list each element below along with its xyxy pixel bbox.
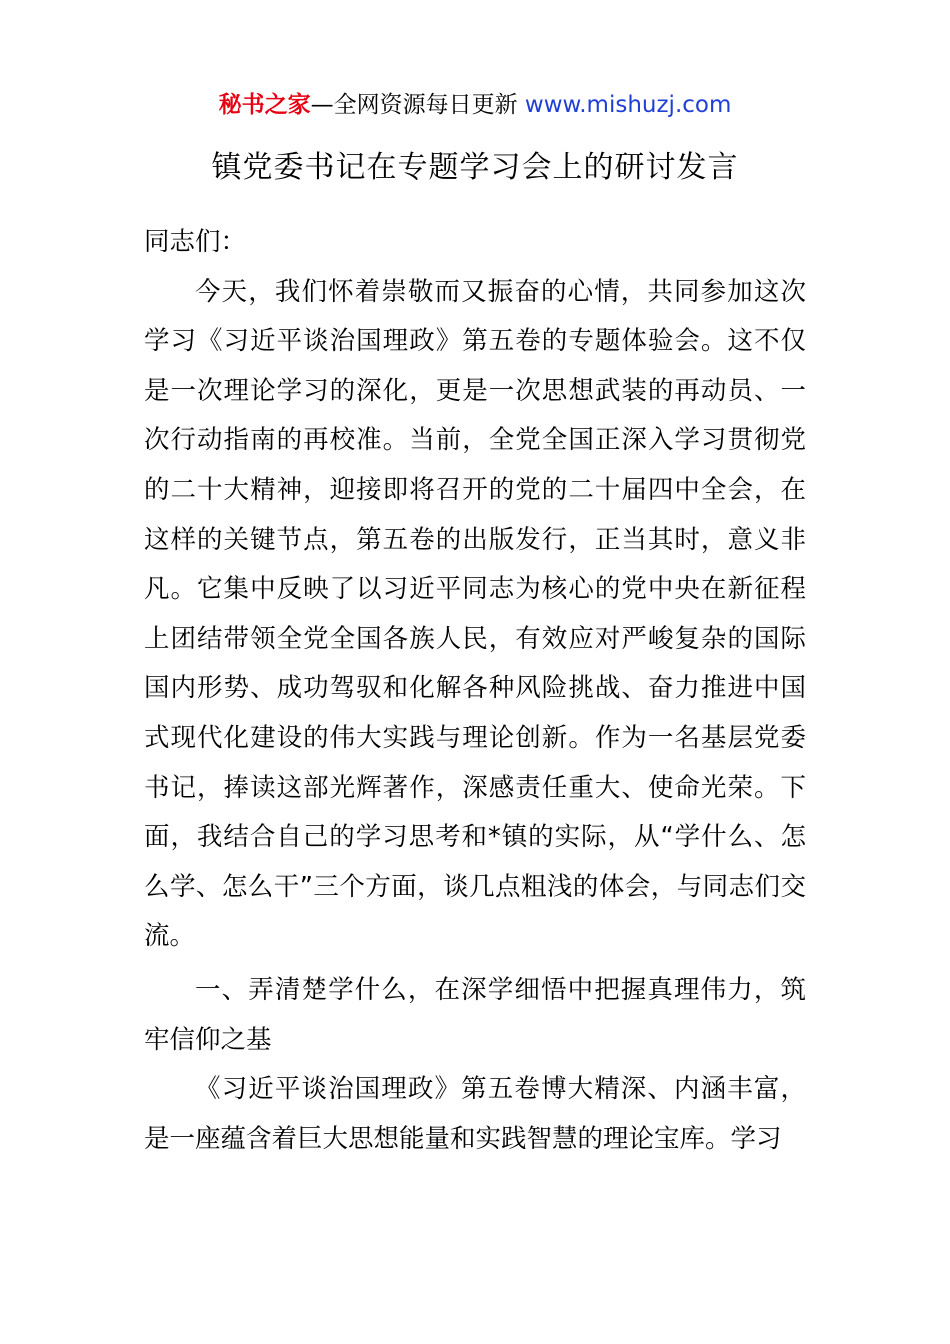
site-url-link[interactable]: www.mishuzj.com	[524, 92, 732, 118]
section-paragraph: 《习近平谈治国理政》第五卷博大精深、内涵丰富，是一座蕴含着巨大思想能量和实践智慧的理论宝库。学习	[144, 1074, 806, 1154]
greeting: 同志们：	[144, 227, 247, 257]
site-brand: 秘书之家	[218, 92, 311, 118]
site-header	[0, 88, 950, 122]
body-paragraph: 今天，我们怀着崇敬而又振奋的心情，共同参加这次学习《习近平谈治国理政》第五卷的专题体验会。这不仅是一次理论学习的深化，更是一次思想武装的再动员、一次行动指南的再校准。当前，全党全国正深入学习贯彻党的二十大精神，迎接即将召开的党的二十届四中全会，在这样的关键节点，第五卷的出版发行，正当其时，意义非凡。它集中反映了以习近平同志为核心的党中央在新征程上团结带领全党全国各族人民，有效应对严峻复杂的国际国内形势、成功驾驭和化解各种风险挑战、奋力推进中国式现代化建设的伟大实践与理论创新。作为一名基层党委书记，捧读这部光辉著作，深感责任重大、使命光荣。下面，我结合自己的学习思考和*镇的实际，从“学什么、怎么学、怎么干”三个方面，谈几点粗浅的体会，与同志们交流。	[144, 276, 806, 952]
section-heading: 一、弄清楚学什么，在深学细悟中把握真理伟力，筑牢信仰之基	[144, 974, 806, 1055]
document-title: 镇党委书记在专题学习会上的研讨发言	[211, 150, 739, 185]
document-body	[144, 218, 806, 1164]
site-tagline: —全网资源每日更新	[310, 92, 525, 118]
